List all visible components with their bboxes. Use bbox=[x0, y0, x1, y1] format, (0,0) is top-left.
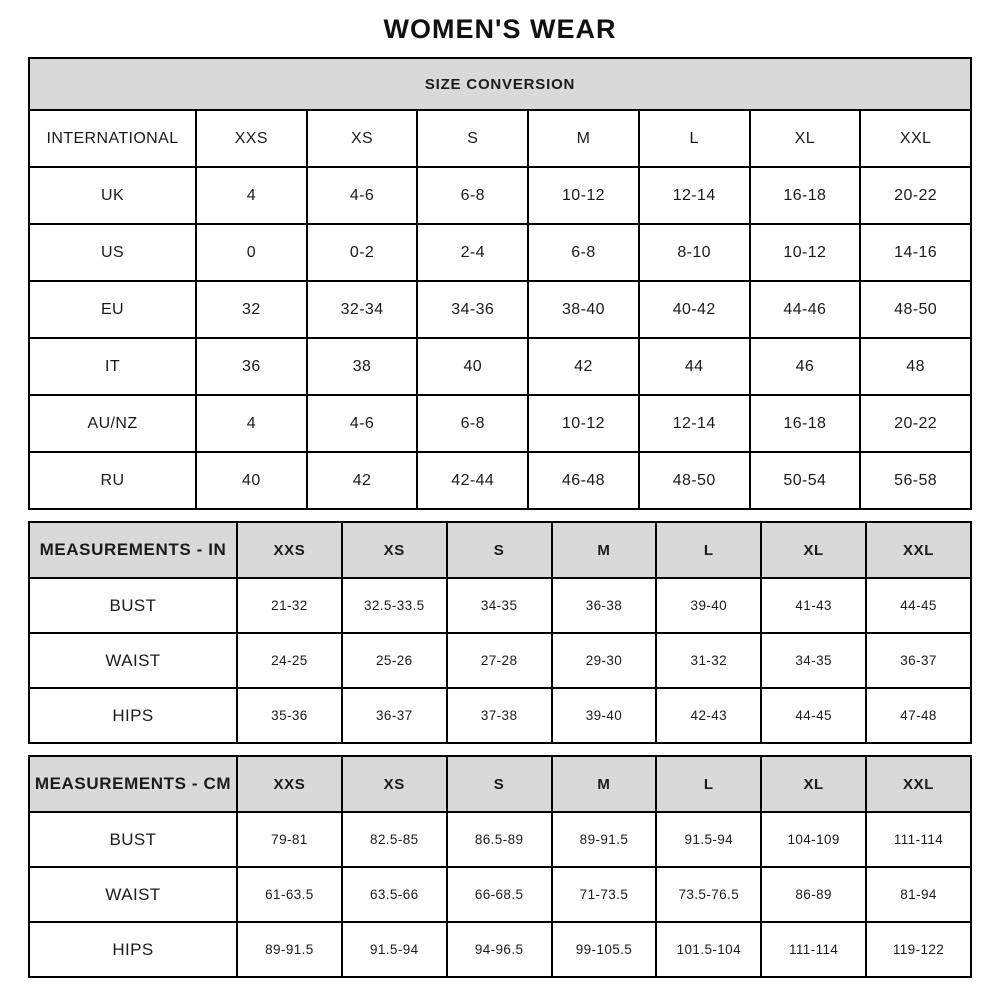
column-header: XXL bbox=[866, 756, 971, 812]
row-label: EU bbox=[29, 281, 196, 338]
value-cell: 36-38 bbox=[552, 578, 657, 633]
value-cell: 42-43 bbox=[656, 688, 761, 743]
value-cell: 40 bbox=[196, 452, 307, 509]
column-header: XXS bbox=[237, 522, 342, 578]
column-header: XS bbox=[307, 110, 418, 167]
table-banner-row bbox=[29, 58, 971, 110]
value-cell: 21-32 bbox=[237, 578, 342, 633]
measurements-cm-table bbox=[28, 755, 972, 978]
value-cell: 91.5-94 bbox=[656, 812, 761, 867]
column-header: L bbox=[656, 522, 761, 578]
size-conversion-table bbox=[28, 57, 972, 510]
column-header: M bbox=[552, 756, 657, 812]
value-cell: 36-37 bbox=[866, 633, 971, 688]
value-cell: 2-4 bbox=[417, 224, 528, 281]
value-cell: 89-91.5 bbox=[237, 922, 342, 977]
value-cell: 4 bbox=[196, 395, 307, 452]
table-row bbox=[29, 338, 971, 395]
row-label: BUST bbox=[29, 812, 237, 867]
value-cell: 42-44 bbox=[417, 452, 528, 509]
row-label: UK bbox=[29, 167, 196, 224]
value-cell: 63.5-66 bbox=[342, 867, 447, 922]
value-cell: 6-8 bbox=[417, 167, 528, 224]
page-title: WOMEN'S WEAR bbox=[383, 14, 617, 44]
value-cell: 119-122 bbox=[866, 922, 971, 977]
row-label: AU/NZ bbox=[29, 395, 196, 452]
value-cell: 10-12 bbox=[528, 395, 639, 452]
value-cell: 40 bbox=[417, 338, 528, 395]
value-cell: 111-114 bbox=[866, 812, 971, 867]
value-cell: 66-68.5 bbox=[447, 867, 552, 922]
value-cell: 42 bbox=[307, 452, 418, 509]
value-cell: 44-46 bbox=[750, 281, 861, 338]
row-label: US bbox=[29, 224, 196, 281]
row-label: HIPS bbox=[29, 688, 237, 743]
value-cell: 10-12 bbox=[750, 224, 861, 281]
value-cell: 4-6 bbox=[307, 167, 418, 224]
value-cell: 34-36 bbox=[417, 281, 528, 338]
value-cell: 4 bbox=[196, 167, 307, 224]
value-cell: 4-6 bbox=[307, 395, 418, 452]
table-row bbox=[29, 812, 971, 867]
value-cell: 8-10 bbox=[639, 224, 750, 281]
table-banner: SIZE CONVERSION bbox=[29, 58, 971, 110]
value-cell: 104-109 bbox=[761, 812, 866, 867]
value-cell: 40-42 bbox=[639, 281, 750, 338]
row-label: WAIST bbox=[29, 867, 237, 922]
column-header: XL bbox=[750, 110, 861, 167]
row-label: RU bbox=[29, 452, 196, 509]
column-header: M bbox=[552, 522, 657, 578]
value-cell: 24-25 bbox=[237, 633, 342, 688]
value-cell: 12-14 bbox=[639, 167, 750, 224]
column-header: XL bbox=[761, 756, 866, 812]
table-header-label: INTERNATIONAL bbox=[29, 110, 196, 167]
value-cell: 16-18 bbox=[750, 167, 861, 224]
column-header: XXS bbox=[237, 756, 342, 812]
column-header: S bbox=[447, 756, 552, 812]
value-cell: 0-2 bbox=[307, 224, 418, 281]
value-cell: 44-45 bbox=[761, 688, 866, 743]
value-cell: 48-50 bbox=[860, 281, 971, 338]
value-cell: 91.5-94 bbox=[342, 922, 447, 977]
value-cell: 39-40 bbox=[656, 578, 761, 633]
table-header-label: MEASUREMENTS - IN bbox=[29, 522, 237, 578]
column-header-row bbox=[29, 522, 971, 578]
value-cell: 38-40 bbox=[528, 281, 639, 338]
value-cell: 20-22 bbox=[860, 167, 971, 224]
value-cell: 0 bbox=[196, 224, 307, 281]
row-label: WAIST bbox=[29, 633, 237, 688]
value-cell: 48-50 bbox=[639, 452, 750, 509]
column-header: L bbox=[639, 110, 750, 167]
value-cell: 99-105.5 bbox=[552, 922, 657, 977]
table-row bbox=[29, 167, 971, 224]
value-cell: 10-12 bbox=[528, 167, 639, 224]
value-cell: 38 bbox=[307, 338, 418, 395]
value-cell: 37-38 bbox=[447, 688, 552, 743]
value-cell: 34-35 bbox=[761, 633, 866, 688]
value-cell: 42 bbox=[528, 338, 639, 395]
value-cell: 29-30 bbox=[552, 633, 657, 688]
value-cell: 32.5-33.5 bbox=[342, 578, 447, 633]
value-cell: 81-94 bbox=[866, 867, 971, 922]
value-cell: 44-45 bbox=[866, 578, 971, 633]
table-row bbox=[29, 688, 971, 743]
value-cell: 82.5-85 bbox=[342, 812, 447, 867]
column-header: M bbox=[528, 110, 639, 167]
value-cell: 6-8 bbox=[417, 395, 528, 452]
value-cell: 44 bbox=[639, 338, 750, 395]
column-header: XXL bbox=[866, 522, 971, 578]
value-cell: 36-37 bbox=[342, 688, 447, 743]
value-cell: 86.5-89 bbox=[447, 812, 552, 867]
value-cell: 89-91.5 bbox=[552, 812, 657, 867]
column-header: XL bbox=[761, 522, 866, 578]
value-cell: 20-22 bbox=[860, 395, 971, 452]
value-cell: 6-8 bbox=[528, 224, 639, 281]
value-cell: 47-48 bbox=[866, 688, 971, 743]
table-row bbox=[29, 452, 971, 509]
value-cell: 61-63.5 bbox=[237, 867, 342, 922]
row-label: BUST bbox=[29, 578, 237, 633]
table-row bbox=[29, 281, 971, 338]
column-header: XXL bbox=[860, 110, 971, 167]
value-cell: 94-96.5 bbox=[447, 922, 552, 977]
value-cell: 34-35 bbox=[447, 578, 552, 633]
table-row bbox=[29, 395, 971, 452]
value-cell: 39-40 bbox=[552, 688, 657, 743]
column-header-row bbox=[29, 110, 971, 167]
value-cell: 71-73.5 bbox=[552, 867, 657, 922]
value-cell: 86-89 bbox=[761, 867, 866, 922]
table-row bbox=[29, 922, 971, 977]
column-header: XXS bbox=[196, 110, 307, 167]
value-cell: 27-28 bbox=[447, 633, 552, 688]
value-cell: 79-81 bbox=[237, 812, 342, 867]
table-row bbox=[29, 867, 971, 922]
value-cell: 14-16 bbox=[860, 224, 971, 281]
row-label: HIPS bbox=[29, 922, 237, 977]
measurements-in-table bbox=[28, 521, 972, 744]
row-label: IT bbox=[29, 338, 196, 395]
value-cell: 16-18 bbox=[750, 395, 861, 452]
column-header-row bbox=[29, 756, 971, 812]
column-header: XS bbox=[342, 756, 447, 812]
value-cell: 35-36 bbox=[237, 688, 342, 743]
table-row bbox=[29, 633, 971, 688]
value-cell: 48 bbox=[860, 338, 971, 395]
table-row bbox=[29, 224, 971, 281]
table-row bbox=[29, 578, 971, 633]
value-cell: 32 bbox=[196, 281, 307, 338]
value-cell: 73.5-76.5 bbox=[656, 867, 761, 922]
value-cell: 32-34 bbox=[307, 281, 418, 338]
value-cell: 25-26 bbox=[342, 633, 447, 688]
value-cell: 31-32 bbox=[656, 633, 761, 688]
value-cell: 46-48 bbox=[528, 452, 639, 509]
value-cell: 101.5-104 bbox=[656, 922, 761, 977]
column-header: L bbox=[656, 756, 761, 812]
value-cell: 56-58 bbox=[860, 452, 971, 509]
value-cell: 41-43 bbox=[761, 578, 866, 633]
value-cell: 46 bbox=[750, 338, 861, 395]
value-cell: 50-54 bbox=[750, 452, 861, 509]
value-cell: 111-114 bbox=[761, 922, 866, 977]
value-cell: 12-14 bbox=[639, 395, 750, 452]
column-header: S bbox=[447, 522, 552, 578]
column-header: XS bbox=[342, 522, 447, 578]
value-cell: 36 bbox=[196, 338, 307, 395]
table-header-label: MEASUREMENTS - CM bbox=[29, 756, 237, 812]
column-header: S bbox=[417, 110, 528, 167]
